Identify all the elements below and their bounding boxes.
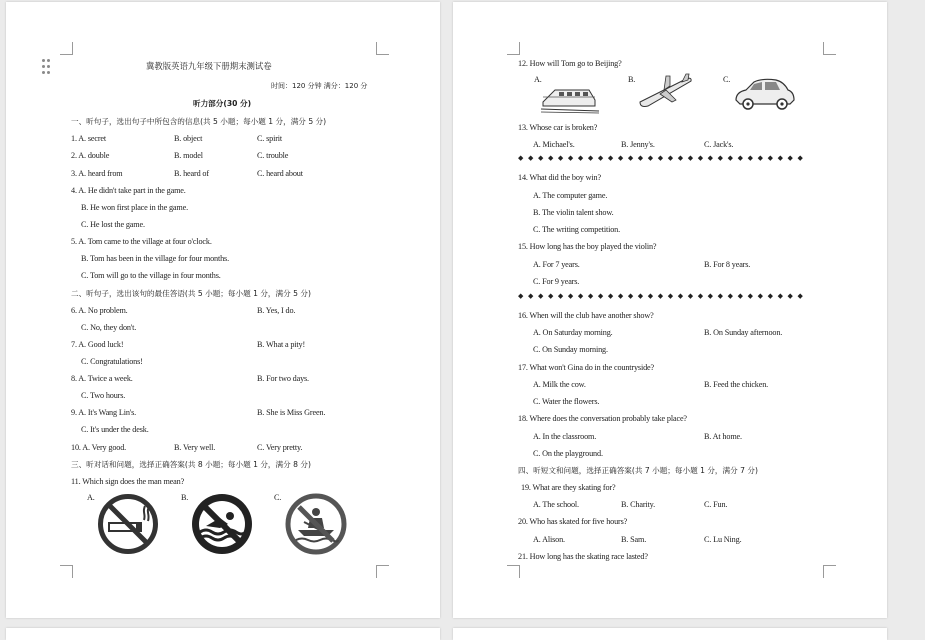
- q10-option-b: B. Very well.: [174, 443, 216, 452]
- car-icon: [732, 76, 796, 112]
- q17-option-b: B. Feed the chicken.: [704, 380, 769, 389]
- q5-option-c: C. Tom will go to the village in four months.: [81, 271, 221, 280]
- q16-option-c: C. On Sunday morning.: [533, 345, 608, 354]
- q20-question: 20. Who has skated for five hours?: [518, 517, 628, 526]
- q11-label-b: B.: [181, 493, 189, 502]
- document-page-3: [6, 628, 440, 640]
- q4-option-b: B. He won first place in the game.: [81, 203, 188, 212]
- q16-option-b: B. On Sunday afternoon.: [704, 328, 783, 337]
- section-4-instruction: 四、听短文和问题，选择正确答案(共 7 小题；每小题 1 分，满分 7 分): [518, 466, 758, 475]
- q9-option-b: B. She is Miss Green.: [257, 408, 326, 417]
- q6-option-b: B. Yes, I do.: [257, 306, 296, 315]
- no-boating-sign-icon: [284, 492, 348, 556]
- q2-option-c: C. trouble: [257, 151, 289, 160]
- q1-option-b: B. object: [174, 134, 203, 143]
- q9-option-c: C. It's under the desk.: [81, 425, 149, 434]
- q9-option-a: 9. A. It's Wang Lin's.: [71, 408, 137, 417]
- q19-option-c: C. Fun.: [704, 500, 728, 509]
- document-page-2: [453, 2, 887, 618]
- section-1-instruction: 一、听句子，选出句子中所包含的信息(共 5 小题；每小题 1 分，满分 5 分): [71, 117, 327, 126]
- q17-option-a: A. Milk the cow.: [533, 380, 586, 389]
- q7-option-b: B. What a pity!: [257, 340, 306, 349]
- q20-option-b: B. Sam.: [621, 535, 647, 544]
- q8-option-b: B. For two days.: [257, 374, 309, 383]
- q19-option-a: A. The school.: [533, 500, 579, 509]
- time-score-info: 时间：120 分钟 满分：120 分: [271, 82, 368, 90]
- q12-label-c: C.: [723, 75, 731, 84]
- q3-option-b: B. heard of: [174, 169, 209, 178]
- q15-option-b: B. For 8 years.: [704, 260, 751, 269]
- q12-question: 12. How will Tom go to Beijing?: [518, 59, 622, 68]
- listening-section-header: 听力部分(30 分): [193, 99, 252, 108]
- page-corner-mark: [507, 565, 520, 578]
- q18-option-c: C. On the playground.: [533, 449, 603, 458]
- q12-label-a: A.: [534, 75, 542, 84]
- section-separator: ◆◆◆◆◆◆◆◆◆◆◆◆◆◆◆◆◆◆◆◆◆◆◆◆◆◆◆◆◆: [518, 154, 808, 162]
- q19-question: 19. What are they skating for?: [521, 483, 616, 492]
- q11-question: 11. Which sign does the man mean?: [71, 477, 185, 486]
- q7-option-c: C. Congratulations!: [81, 357, 143, 366]
- q17-question: 17. What won't Gina do in the countryside?: [518, 363, 655, 372]
- q14-option-a: A. The computer game.: [533, 191, 608, 200]
- q11-label-a: A.: [87, 493, 95, 502]
- q21-question: 21. How long has the skating race lasted?: [518, 552, 648, 561]
- q3-option-c: C. heard about: [257, 169, 303, 178]
- q4-option-c: C. He lost the game.: [81, 220, 145, 229]
- page-corner-mark: [823, 42, 836, 55]
- page-corner-mark: [823, 565, 836, 578]
- page-corner-mark: [60, 42, 73, 55]
- q18-option-b: B. At home.: [704, 432, 742, 441]
- page-corner-mark: [376, 42, 389, 55]
- section-2-instruction: 二、听句子，选出该句的最佳答语(共 5 小题；每小题 1 分，满分 5 分): [71, 289, 311, 298]
- no-swimming-sign-icon: [190, 492, 254, 556]
- q14-question: 14. What did the boy win?: [518, 173, 601, 182]
- q6-option-c: C. No, they don't.: [81, 323, 137, 332]
- q3-option-a: 3. A. heard from: [71, 169, 123, 178]
- q10-option-c: C. Very pretty.: [257, 443, 303, 452]
- q1-option-a: 1. A. secret: [71, 134, 107, 143]
- q20-option-a: A. Alison.: [533, 535, 565, 544]
- q2-option-b: B. model: [174, 151, 203, 160]
- q13-option-c: C. Jack's.: [704, 140, 734, 149]
- q15-option-a: A. For 7 years.: [533, 260, 580, 269]
- document-page-4: [453, 628, 887, 640]
- q14-option-c: C. The writing competition.: [533, 225, 620, 234]
- q16-question: 16. When will the club have another show?: [518, 311, 654, 320]
- q2-option-a: 2. A. double: [71, 151, 110, 160]
- page-corner-mark: [376, 565, 389, 578]
- q12-label-b: B.: [628, 75, 636, 84]
- document-page-1: [6, 2, 440, 618]
- train-icon: [541, 80, 599, 114]
- q6-option-a: 6. A. No problem.: [71, 306, 128, 315]
- page-corner-mark: [507, 42, 520, 55]
- q19-option-b: B. Charity.: [621, 500, 655, 509]
- q8-option-c: C. Two hours.: [81, 391, 126, 400]
- q8-option-a: 8. A. Twice a week.: [71, 374, 133, 383]
- q18-option-a: A. In the classroom.: [533, 432, 597, 441]
- q4-option-a: 4. A. He didn't take part in the game.: [71, 186, 186, 195]
- no-smoking-sign-icon: [96, 492, 160, 556]
- q1-option-c: C. spirit: [257, 134, 283, 143]
- section-separator: ◆◆◆◆◆◆◆◆◆◆◆◆◆◆◆◆◆◆◆◆◆◆◆◆◆◆◆◆◆: [518, 292, 808, 300]
- q5-option-a: 5. A. Tom came to the village at four o'clock.: [71, 237, 212, 246]
- q15-option-c: C. For 9 years.: [533, 277, 580, 286]
- exam-title: 冀教版英语九年级下册期末测试卷: [146, 61, 272, 71]
- q18-question: 18. Where does the conversation probably take place?: [518, 414, 687, 423]
- q20-option-c: C. Lu Ning.: [704, 535, 742, 544]
- q10-option-a: 10. A. Very good.: [71, 443, 127, 452]
- q13-option-a: A. Michael's.: [533, 140, 575, 149]
- q11-label-c: C.: [274, 493, 282, 502]
- q17-option-c: C. Water the flowers.: [533, 397, 600, 406]
- page-corner-mark: [60, 565, 73, 578]
- q13-option-b: B. Jenny's.: [621, 140, 655, 149]
- q13-question: 13. Whose car is broken?: [518, 123, 598, 132]
- section-3-instruction: 三、听对话和问题，选择正确答案(共 8 小题；每小题 1 分，满分 8 分): [71, 460, 311, 469]
- q7-option-a: 7. A. Good luck!: [71, 340, 124, 349]
- airplane-icon: [636, 72, 696, 114]
- q14-option-b: B. The violin talent show.: [533, 208, 614, 217]
- q5-option-b: B. Tom has been in the village for four months.: [81, 254, 229, 263]
- drag-handle-icon[interactable]: [42, 59, 52, 75]
- q15-question: 15. How long has the boy played the violin?: [518, 242, 657, 251]
- q16-option-a: A. On Saturday morning.: [533, 328, 613, 337]
